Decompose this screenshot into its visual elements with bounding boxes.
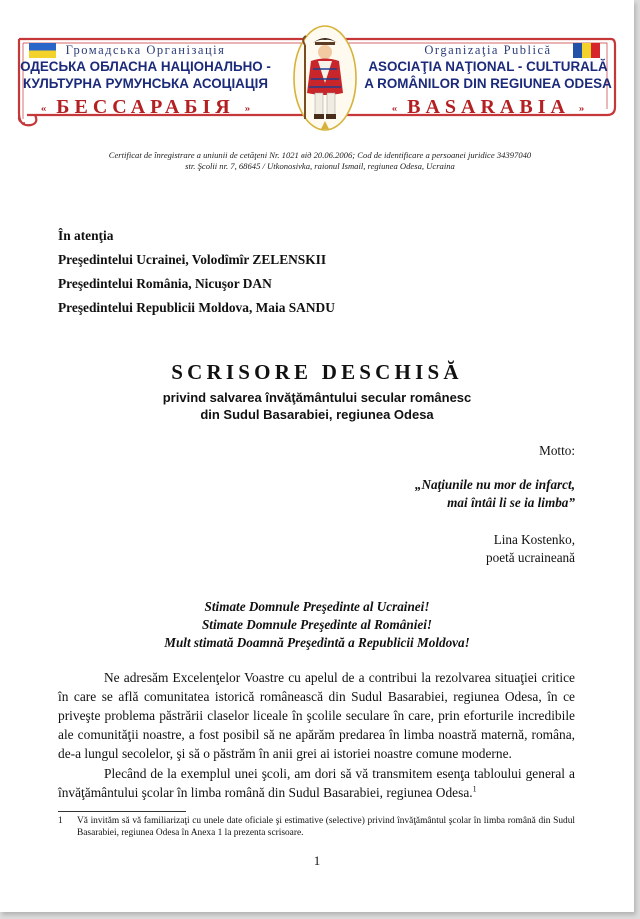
addressee-moldova: Preşedintelui Republicii Moldova, Maia SANDU [58,300,335,315]
salutation-moldova: Mult stimată Doamnă Preşedintă a Republicii Moldova! [164,635,470,650]
folk-costume-figure-icon [291,23,359,133]
body-paragraph-1: Ne adresăm Excelenţelor Voastre cu apelul de a contribui la rezolvarea situaţiei critice în care se află comunitatea istorică românească din Sudul Basarabiei, regiunea Odesa, în ce priveşte problema păstrării claselor liceale în şcolile seculare în care, prin eforturile incredibile ale comunităţii noastre, a fost posibil să ne apărăm predarea în limba noastră maternă, româna, de-a lungul secolelor, şi să o păstrăm în anii grei ai istoriei noastre comune moderne. [58,670,575,761]
org-name-ro-line1: ASOCIAŢIA NAŢIONAL - CULTURALĂ [368,59,608,74]
org-title-uk [13,94,278,121]
org-title-ro-text: BASARABIA [407,96,569,118]
org-type-uk: Громадська Організація [65,43,226,57]
letterhead-romanian [363,43,613,121]
address-line: str. Şcolii nr. 7, 68645 / Utkonosivka, raionul Ismail, regiunea Odesa, Ucraina [185,161,455,171]
org-type-ro: Organizaţia Publică [424,43,552,57]
footnote-divider [58,811,186,812]
certificate-line: Certificat de înregistrare a uniunii de cetăţeni Nr. 1021 від 20.06.2006; Cod de identificare a persoanei juridice 34397040 [108,150,532,160]
motto-author: Lina Kostenko, [493,532,575,547]
motto-author-role: poetă ucraineană [486,550,575,565]
attention-label: În atenţia [58,228,114,243]
org-name-ro-line2: A ROMÂNILOR DIN REGIUNEA ODESA [364,76,612,91]
quote-open: « [391,102,398,115]
letterhead-ukrainian [13,43,278,121]
footnote-reference: 1 [472,784,477,794]
quote-open: « [40,102,47,115]
motto-label: Motto: [539,443,575,458]
letter-subtitle-line2: din Sudul Basarabiei, regiunea Odesa [200,407,434,422]
motto-quote-line1: „Naţiunile nu mor de infarct, [414,477,575,492]
letter-title: SCRISORE DESCHISĂ [171,360,463,384]
org-name-uk-line1: ОДЕСЬКА ОБЛАСНА НАЦІОНАЛЬНО - [20,59,271,74]
registration-info [60,150,580,183]
body-paragraph-2-text: Plecând de la exemplul unei şcoli, am dori să vă transmitem esenţa tabloului general a învăţământului şcolar în limba română din Sudul Basarabiei, regiunea Odesa. [58,766,575,800]
footnote-number: 1 [58,816,63,826]
page-number: 1 [313,853,321,868]
letter-subtitle-line1: privind salvarea învăţământului secular românesc [162,390,472,405]
letterhead-banner [13,37,617,129]
org-name-uk-line2: КУЛЬТУРНА РУМУНСЬКА АСОЦІАЦІЯ [23,76,268,91]
org-title-ro [363,94,613,121]
quote-close: » [244,102,251,115]
addressee-romania: Preşedintelui România, Nicuşor DAN [58,276,272,291]
org-title-uk-text: БЕССАРАБІЯ [56,96,235,118]
addressee-ukraine: Preşedintelui Ucrainei, Volodîmîr ZELENSKII [58,252,327,267]
salutation-ukraine: Stimate Domnule Preşedinte al Ucrainei! [204,599,430,614]
footnote [58,815,575,839]
footnote-text: Vă invităm să vă familiarizaţi cu unele date oficiale şi estimative (selective) privind învăţământul şcolar în limba română din Sudul Basarabiei, regiunea Odesa în Anexa 1 la prezenta scrisoare. [77,816,575,838]
body-paragraph-2 [58,764,575,802]
motto-quote-line2: mai întâi li se ia limba” [447,495,575,510]
quote-close: » [578,102,585,115]
salutation-romania: Stimate Domnule Preşedinte al României! [201,617,433,632]
